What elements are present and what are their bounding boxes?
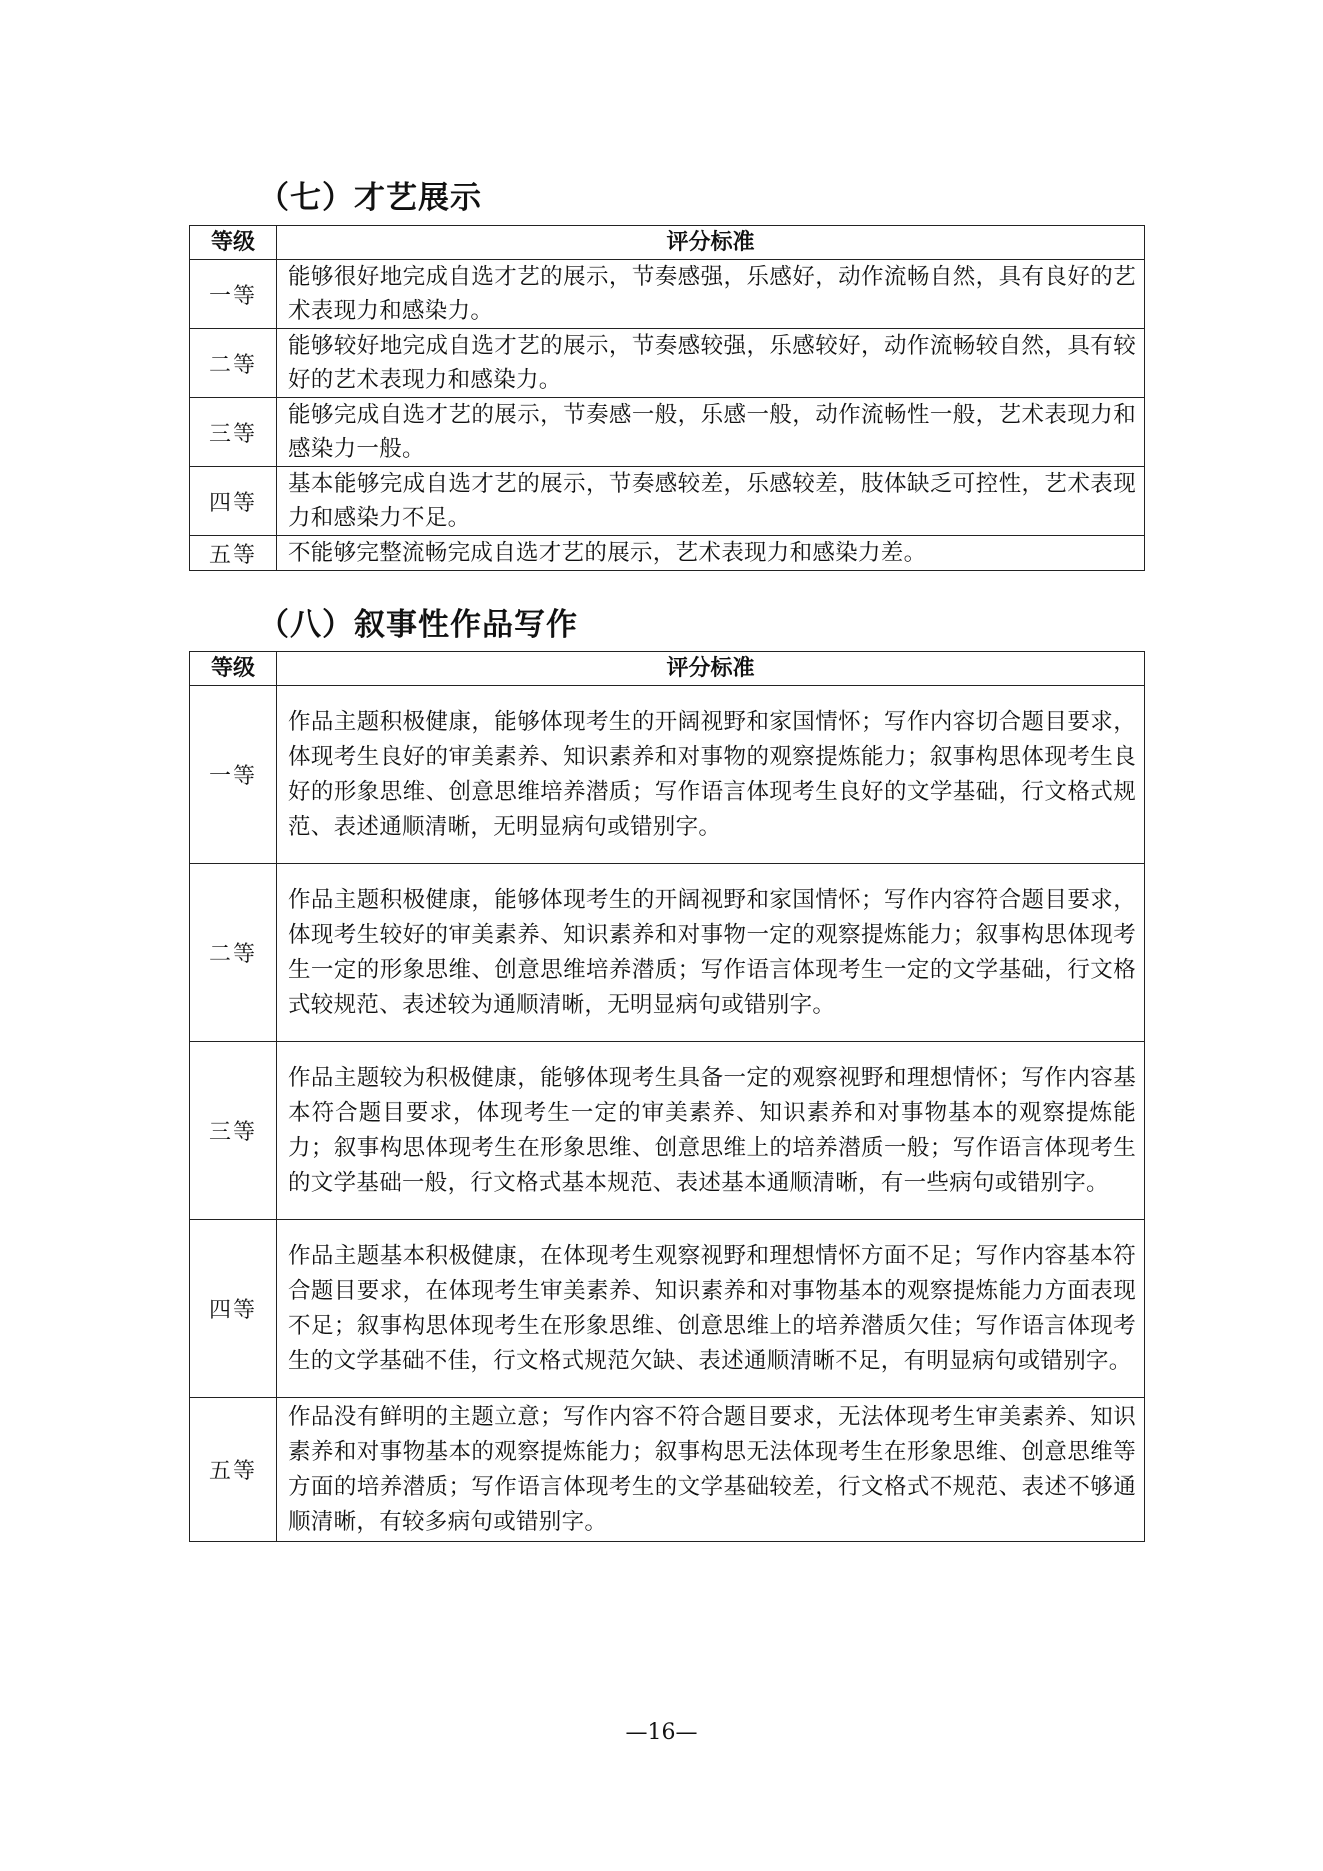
table-row [190,1398,1145,1542]
criteria-cell: 能够较好地完成自选才艺的展示，节奏感较强，乐感较好，动作流畅较自然，具有较好的艺术表现力和感染力。 [277,329,1145,398]
page-number: —16— [625,1720,698,1745]
grade-cell: 二等 [190,864,277,1042]
criteria-cell: 作品主题较为积极健康，能够体现考生具备一定的观察视野和理想情怀；写作内容基本符合题目要求，体现考生一定的审美素养、知识素养和对事物基本的观察提炼能力；叙事构思体现考生在形象思维、创意思维上的培养潜质一般；写作语言体现考生的文学基础一般，行文格式基本规范、表述基本通顺清晰，有一些病句或错别字。 [277,1042,1145,1220]
section-title-talent-display: （七）才艺展示 [258,180,482,216]
grade-cell: 三等 [190,1042,277,1220]
grade-cell: 三等 [190,398,277,467]
criteria-cell: 作品主题积极健康，能够体现考生的开阔视野和家国情怀；写作内容符合题目要求，体现考生较好的审美素养、知识素养和对事物一定的观察提炼能力；叙事构思体现考生一定的形象思维、创意思维培养潜质；写作语言体现考生一定的文学基础，行文格式较规范、表述较为通顺清晰，无明显病句或错别字。 [277,864,1145,1042]
criteria-cell: 能够完成自选才艺的展示，节奏感一般，乐感一般，动作流畅性一般，艺术表现力和感染力一般。 [277,398,1145,467]
table-row [190,329,1145,398]
grade-cell: 四等 [190,467,277,536]
grade-cell: 一等 [190,686,277,864]
criteria-cell: 作品主题基本积极健康，在体现考生观察视野和理想情怀方面不足；写作内容基本符合题目要求，在体现考生审美素养、知识素养和对事物基本的观察提炼能力方面表现不足；叙事构思体现考生在形象思维、创意思维上的培养潜质欠佳；写作语言体现考生的文学基础不佳，行文格式规范欠缺、表述通顺清晰不足，有明显病句或错别字。 [277,1220,1145,1398]
table-header-row [190,226,1145,260]
table-row [190,1220,1145,1398]
table-row [190,864,1145,1042]
criteria-cell: 作品没有鲜明的主题立意；写作内容不符合题目要求，无法体现考生审美素养、知识素养和对事物基本的观察提炼能力；叙事构思无法体现考生在形象思维、创意思维等方面的培养潜质；写作语言体现考生的文学基础较差，行文格式不规范、表述不够通顺清晰，有较多病句或错别字。 [277,1398,1145,1542]
table-row [190,686,1145,864]
grade-cell: 四等 [190,1220,277,1398]
table-row [190,467,1145,536]
table-row [190,398,1145,467]
grade-cell: 五等 [190,536,277,571]
grade-cell: 二等 [190,329,277,398]
section-title-narrative-writing: （八）叙事性作品写作 [258,607,578,643]
grade-cell: 一等 [190,260,277,329]
table-header-row [190,652,1145,686]
header-grade: 等级 [190,652,277,686]
header-grade: 等级 [190,226,277,260]
table-row [190,536,1145,571]
criteria-cell: 不能够完整流畅完成自选才艺的展示，艺术表现力和感染力差。 [277,536,1145,571]
narrative-writing-criteria-table [189,651,1145,1542]
table-row [190,1042,1145,1220]
header-criteria: 评分标准 [277,226,1145,260]
grade-cell: 五等 [190,1398,277,1542]
talent-display-criteria-table [189,225,1145,571]
criteria-cell: 基本能够完成自选才艺的展示，节奏感较差，乐感较差，肢体缺乏可控性，艺术表现力和感染力不足。 [277,467,1145,536]
criteria-cell: 作品主题积极健康，能够体现考生的开阔视野和家国情怀；写作内容切合题目要求，体现考生良好的审美素养、知识素养和对事物的观察提炼能力；叙事构思体现考生良好的形象思维、创意思维培养潜质；写作语言体现考生良好的文学基础，行文格式规范、表述通顺清晰，无明显病句或错别字。 [277,686,1145,864]
table-row [190,260,1145,329]
header-criteria: 评分标准 [277,652,1145,686]
criteria-cell: 能够很好地完成自选才艺的展示，节奏感强，乐感好，动作流畅自然，具有良好的艺术表现力和感染力。 [277,260,1145,329]
